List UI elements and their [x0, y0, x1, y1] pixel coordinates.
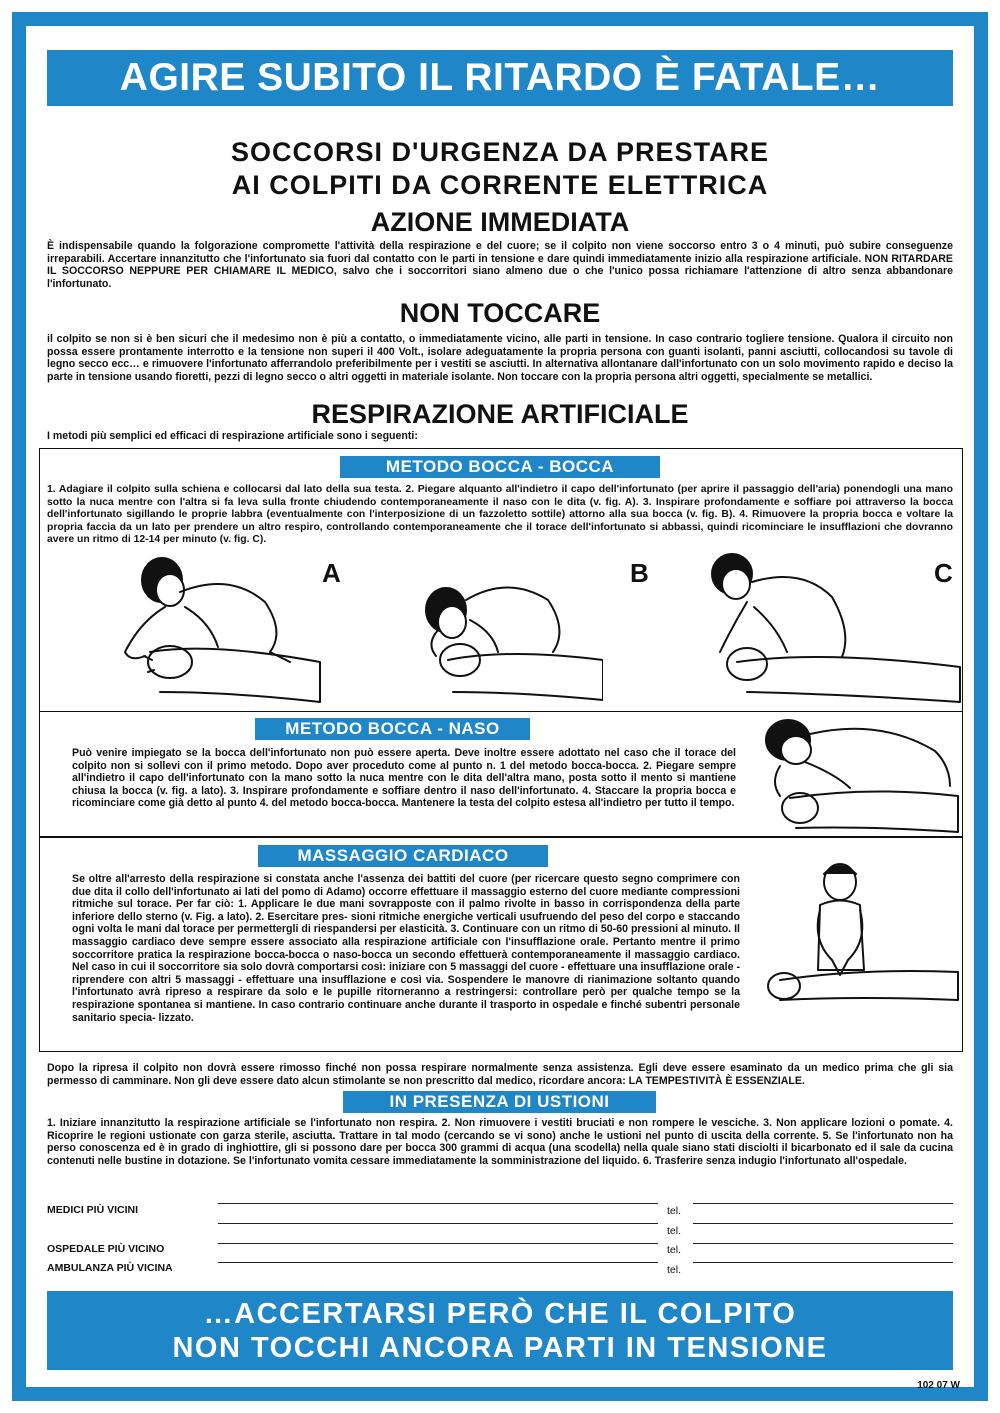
medici-line-2	[218, 1223, 658, 1224]
ospedale-line	[218, 1243, 658, 1244]
fig-a-label: A	[322, 558, 341, 588]
rescuer-breath-check-illustration	[692, 552, 962, 707]
rescuer-head-tilt-illustration	[90, 552, 325, 707]
medici-tel-1: tel.	[667, 1205, 682, 1217]
divider	[39, 711, 963, 712]
mouth-to-mouth-illustration	[398, 560, 603, 705]
massaggio-text: Se oltre all'arresto della respirazione si constata anche l'assenza dei battiti del cuore (per ricercare questo segno comprimere con due dita il collo dell'infortunato ai lati del pomo di Adamo) occorre effettuare il massaggio esterno del cuore mediante compressioni ritmiche sul torace. Per far ciò: 1. Applicare le due mani sovrapposte con il palmo rivolte in basso in corrispondenza della parte inferiore dello sterno (v. Fig. a lato). 2. Esercitare pres- sioni ritmiche energiche verticali usufruendo del peso del corpo e staccando ogni volta le mani dal torace per permettergli di riespandersi per elasticità. 3. Continuare con un ritmo di 50-60 pressioni al minuto. Il massaggio cardiaco deve sempre essere associato alla respirazione artificiale con l'insufflazione orale. Pertanto mentre il primo soccorritore pratica la respirazione bocca-bocca o naso-bocca un secondo effettuerà contemporaneamente il massaggio cardiaco. Nel caso in cui il soccorritore sia solo dovrà comportarsi così: iniziare con 5 massaggi del cuore - effettuare una insufflazione orale - riprendere con altri 5 massaggi - effettuare una insufflazione e così via. Sospendere le manovre di rianimazione soltanto quando l'infortunato avrà ripreso a respirare da solo e le pupille ritorneranno a restringersi: controllare però per qualche tempo se la respirazione spontanea si mantiene. In caso contrario continuare anche durante il trasporto in ospedale e finché subentri personale sanitario specia- lizzato.	[72, 873, 740, 1024]
bocca-bocca-text: 1. Adagiare il colpito sulla schiena e collocarsi dal lato della sua testa. 2. Piegare alquanto all'indietro il capo dell'infortunato (per aprire il passaggio dell'aria) ponendogli una mano sotto la nuca mentre con l'altra si fa leva sulla fronte chiudendo contemporaneamente il naso con le dita (v. fig. A). 3. Inspirare profondamente e soffiare poi attraverso la bocca dell'infortunato sigillando le proprie labbra (eventualmente con l'interposizione di un fazzoletto sottile) attorno alla sua bocca (v. fig. B). 4. Rimuovere la propria bocca e voltare la propria faccia da un lato per prendere un altro respiro, controllando contemporaneamente che il torace dell'infortunato si abbassi, quindi ricominciare le insufflazioni che dovranno avere un ritmo di 12-14 per minuto (v. fig. C).	[47, 484, 953, 546]
ospedale-label: OSPEDALE PIÙ VICINO	[47, 1243, 165, 1255]
mouth-to-nose-illustration	[760, 716, 960, 834]
ambulanza-tel-line	[693, 1262, 953, 1263]
medici-line	[218, 1203, 658, 1204]
bocca-naso-text: Può venire impiegato se la bocca dell'infortunato non può essere aperta. Deve inoltre essere adottato nel caso che il torace del colpito non si sollevi con il primo metodo. Dopo aver proceduto come al punto n. 1 del metodo bocca-bocca. 2. Piegare sempre all'indietro il capo dell'infortunato con la mano sotto la nuca mentre con le dita dell'altra mano, posta sotto il mento si mantiene chiusa la bocca (v. fig. a lato). 3. Inspirare profondamente e soffiare dentro il naso dell'infortunato. 4. Staccare la propria bocca e ricominciare come già detto al punto 4. del metodo bocca-bocca. Mantenere la testa del colpito estesa all'indietro per tutto il tempo.	[72, 747, 736, 810]
ospedale-tel: tel.	[667, 1244, 682, 1256]
massaggio-title: MASSAGGIO CARDIACO	[258, 845, 548, 867]
non-toccare-text: il colpito se non si è ben sicuri che il medesimo non è più a contatto, o immediatamente vicino, alle parti in tensione. In caso contrario togliere tensione. Qualora il circuito non possa essere prontamente interrotto e la tensione non superi il 400 Volt., isolare adeguatamente la propria persona con guanti isolanti, panni asciutti, collocandosi su tavole di legno secco ecc… e rimuovere l'infortunato afferrandolo preferibilmente per i vestiti se asciutti. In alternativa allontanare dall'infortunato con un solo movimento rapido e deciso la parte in tensione usando fioretti, pezzi di legno secco o altri oggetti in materiale isolante. Non toccare con la propria persona altri oggetti, specialmente se metallici.	[47, 333, 953, 383]
azione-text: È indispensabile quando la folgorazione compromette l'attività della respirazione e del cuore; se il colpito non viene soccorso entro 3 o 4 minuti, può subire conseguenze irreparabili. Accertare innanzitutto che l'infortunato sia fuori dal contatto con le parti in tensione e dare quindi immediatamente inizio alla respirazione artificiale. NON RITARDARE IL SOCCORSO NEPPURE PER CHIAMARE IL MEDICO, salvo che i soccorritori siano almeno due o che l'unico possa richiamare l'attenzione di altro senza abbandonare l'infortunato.	[47, 240, 953, 290]
bocca-bocca-title: METODO BOCCA - BOCCA	[340, 456, 660, 478]
medici-tel-line-2	[693, 1223, 953, 1224]
fig-c-label: C	[934, 558, 953, 588]
non-toccare-heading: NON TOCCARE	[399, 298, 601, 328]
medici-tel-line-1	[693, 1203, 953, 1204]
ambulanza-tel: tel.	[667, 1264, 682, 1276]
bocca-naso-title: METODO BOCCA - NASO	[255, 718, 530, 740]
product-code: 102 07 W	[917, 1380, 960, 1391]
respirazione-heading: RESPIRAZIONE ARTIFICIALE	[311, 399, 689, 429]
medici-label: MEDICI PIÙ VICINI	[47, 1204, 139, 1216]
bottom-banner-line2: NON TOCCHI ANCORA PARTI IN TENSIONE	[172, 1332, 828, 1364]
bottom-banner	[47, 1291, 953, 1370]
ospedale-tel-line	[693, 1243, 953, 1244]
fig-b-label: B	[630, 558, 649, 588]
azione-heading: AZIONE IMMEDIATA	[370, 207, 630, 237]
medici-tel-2: tel.	[667, 1225, 682, 1237]
ambulanza-line	[218, 1262, 658, 1263]
subtitle-line2: AI COLPITI DA CORRENTE ELETTRICA	[231, 170, 769, 200]
ambulanza-label: AMBULANZA PIÙ VICINA	[47, 1262, 173, 1274]
dopo-text: Dopo la ripresa il colpito non dovrà essere rimosso finché non possa respirare normalmente senza assistenza. Egli deve essere esaminato da un medico prima che gli sia permesso di camminare. Non gli deve essere dato alcun stimolante se non prescritto dal medico, ricordare ancora: LA TEMPESTIVITÀ È ESSENZIALE.	[47, 1062, 953, 1087]
top-banner: AGIRE SUBITO IL RITARDO È FATALE…	[47, 50, 953, 106]
ustioni-text: 1. Iniziare innanzitutto la respirazione artificiale se l'infortunato non respira. 2. Non rimuovere i vestiti bruciati e non rompere le vesciche. 3. Non applicare lozioni o pomate. 4. Ricoprire le regioni ustionate con garza sterile, asciutta. Trattare in tal modo (cercando se vi sono) anche le ustioni nel punto di uscita della corrente. 5. Se l'infortunato non ha perso conoscenza ed è in grado di inghiottire, gli si possono dare per bocca 300 grammi di acqua (una scodella) nella quale siano stati disciolti il bicarbonato ed il sale da cucina contenuti nelle bustine in dotazione. Se l'infortunato vomita cessare immediatamente la somministrazione del liquido. 6. Trasferire senza indugio l'infortunato all'ospedale.	[47, 1117, 953, 1167]
cardiac-massage-illustration	[760, 860, 960, 1010]
bottom-banner-line1: …ACCERTARSI PERÒ CHE IL COLPITO	[203, 1298, 797, 1330]
subtitle-line1: SOCCORSI D'URGENZA DA PRESTARE	[231, 137, 769, 167]
respirazione-intro: I metodi più semplici ed efficaci di respirazione artificiale sono i seguenti:	[47, 430, 418, 442]
ustioni-title: IN PRESENZA DI USTIONI	[343, 1091, 656, 1113]
